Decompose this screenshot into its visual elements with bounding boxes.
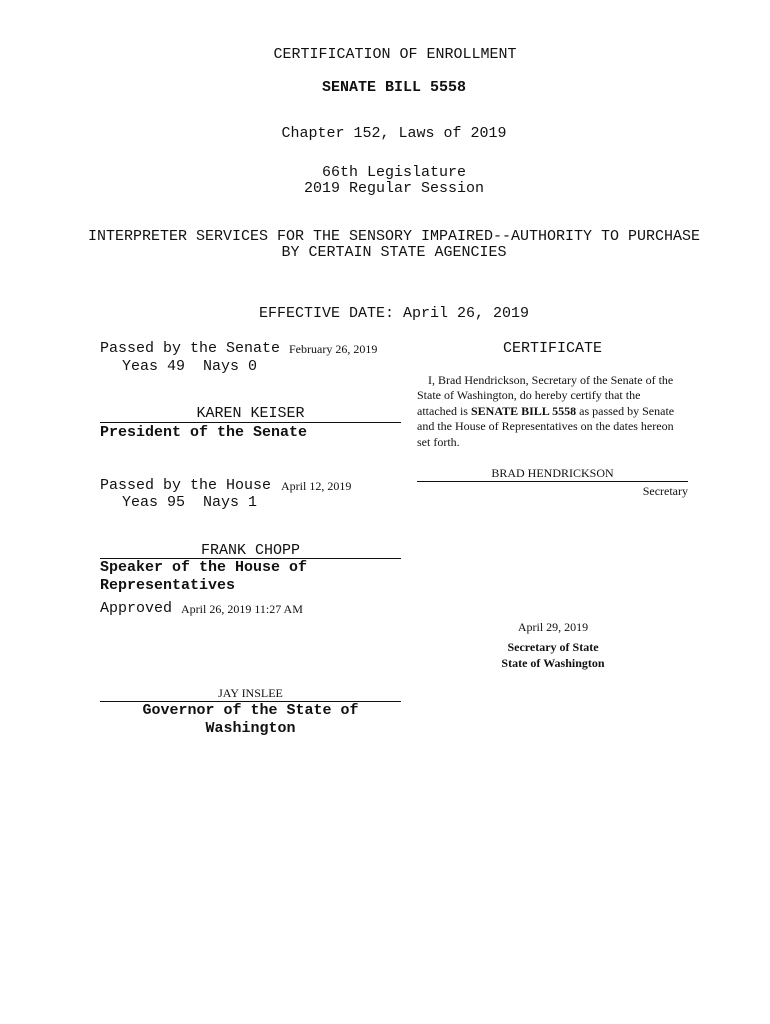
bill-title-line-1: INTERPRETER SERVICES FOR THE SENSORY IMPAIRED--AUTHORITY TO PURCHASE <box>87 228 701 245</box>
certificate-line-2: State of Washington, do hereby certify that the <box>417 388 641 402</box>
effective-date: EFFECTIVE DATE: April 26, 2019 <box>258 305 530 322</box>
speaker-title-line-1: Speaker of the House of <box>100 559 308 576</box>
legislature-line: 66th Legislature <box>321 164 467 181</box>
bill-number: SENATE BILL 5558 <box>321 79 467 96</box>
house-passed-label: Passed by the House <box>100 477 272 494</box>
certificate-bill-reference: SENATE BILL 5558 <box>470 404 577 418</box>
session-line: 2019 Regular Session <box>303 180 485 197</box>
house-signer: FRANK CHOPP <box>200 542 301 559</box>
certificate-signature-line <box>417 481 688 482</box>
certificate-line-5: set forth. <box>417 435 460 449</box>
speaker-title-line-2: Representatives <box>100 577 236 594</box>
certificate-line-1: I, Brad Hendrickson, Secretary of the Senate of the <box>428 373 674 387</box>
senate-passed-label: Passed by the Senate <box>100 340 281 357</box>
certificate-signer-title: Secretary <box>642 484 688 498</box>
senate-votes: Yeas 49 Nays 0 <box>122 358 258 375</box>
governor-signer: JAY INSLEE <box>218 686 283 700</box>
certificate-line-3 <box>417 404 674 419</box>
certificate-line-3-pre: attached is <box>417 404 471 418</box>
governor-title-line-1: Governor of the State of <box>142 702 359 719</box>
approved-date: April 26, 2019 11:27 AM <box>181 602 303 616</box>
certificate-line-4: and the House of Representatives on the dates hereon <box>417 419 674 433</box>
filing-line-1: Secretary of State <box>507 640 599 654</box>
bill-title-line-2: BY CERTAIN STATE AGENCIES <box>281 244 507 261</box>
filing-line-2: State of Washington <box>501 656 605 670</box>
certificate-heading: CERTIFICATE <box>502 340 603 357</box>
certification-heading: CERTIFICATION OF ENROLLMENT <box>273 46 517 63</box>
approved-label: Approved <box>100 600 173 617</box>
house-passed-date: April 12, 2019 <box>281 479 352 493</box>
certificate-signer: BRAD HENDRICKSON <box>491 466 614 480</box>
certificate-line-3-post: as passed by Senate <box>576 404 675 418</box>
senate-president-title: President of the Senate <box>100 424 308 441</box>
senate-signature-line <box>100 422 401 423</box>
senate-passed-date: February 26, 2019 <box>289 342 378 356</box>
governor-title-line-2: Washington <box>205 720 296 737</box>
chapter-line: Chapter 152, Laws of 2019 <box>281 125 507 142</box>
filing-date: April 29, 2019 <box>517 620 589 634</box>
senate-signer: KAREN KEISER <box>196 405 305 422</box>
house-votes: Yeas 95 Nays 1 <box>122 494 258 511</box>
